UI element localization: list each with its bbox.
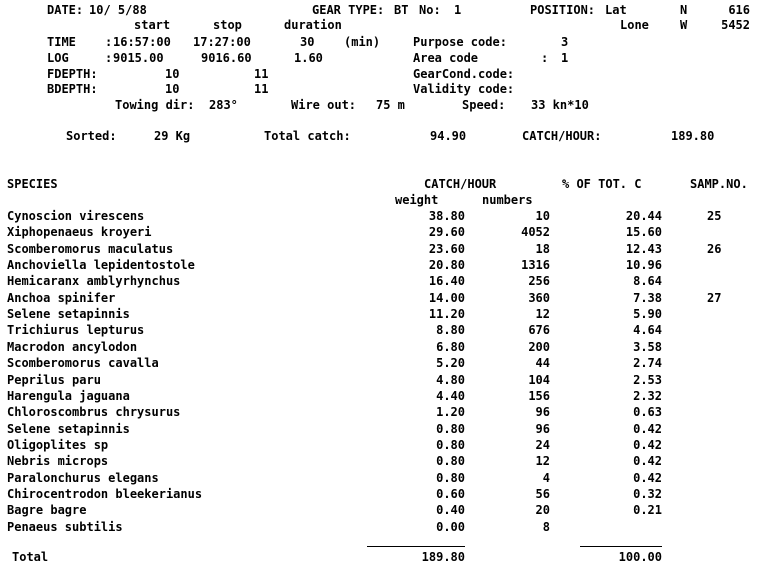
wire-label: Wire out: <box>291 98 357 112</box>
percent-value: 0.42 <box>633 438 662 452</box>
log-label: LOG <box>47 51 69 65</box>
weight-value: 5.20 <box>436 356 465 370</box>
station-no-label: No: <box>419 3 441 17</box>
catch-per-hour-header: CATCH/HOUR <box>424 177 497 191</box>
total-weight: 189.80 <box>421 550 465 564</box>
validity-label: Validity code: <box>413 82 515 96</box>
weight-value: 0.60 <box>436 487 465 501</box>
total-percent: 100.00 <box>618 550 662 564</box>
species-name: Selene setapinnis <box>7 422 130 436</box>
species-name: Peprilus paru <box>7 373 101 387</box>
numbers-value: 104 <box>528 373 550 387</box>
towing-value: 283° <box>209 98 238 112</box>
percent-value: 0.42 <box>633 471 662 485</box>
numbers-value: 18 <box>535 242 550 256</box>
log-diff: 1.60 <box>294 51 323 65</box>
lone-hemisphere: W <box>680 18 688 32</box>
percent-value: 2.32 <box>633 389 662 403</box>
weight-value: 11.20 <box>428 307 465 321</box>
weight-value: 0.80 <box>436 422 465 436</box>
numbers-value: 44 <box>535 356 550 370</box>
species-name: Trichiurus lepturus <box>7 323 145 337</box>
weight-value: 4.80 <box>436 373 465 387</box>
percent-value: 15.60 <box>625 225 662 239</box>
purpose-value: 3 <box>561 35 569 49</box>
species-name: Chloroscombrus chrysurus <box>7 405 181 419</box>
weight-value: 4.40 <box>436 389 465 403</box>
percent-value: 3.58 <box>633 340 662 354</box>
numbers-value: 156 <box>528 389 550 403</box>
weight-value: 6.80 <box>436 340 465 354</box>
log-colon: : <box>105 51 113 65</box>
date-value: 10/ 5/88 <box>89 3 147 17</box>
numbers-value: 12 <box>535 454 550 468</box>
weight-header: weight <box>395 193 439 207</box>
weight-total-rule <box>367 546 465 547</box>
numbers-value: 56 <box>535 487 550 501</box>
col-start: start <box>134 18 171 32</box>
species-name: Cynoscion virescens <box>7 209 145 223</box>
percent-header: % OF TOT. C <box>562 177 642 191</box>
weight-value: 0.00 <box>436 520 465 534</box>
weight-value: 20.80 <box>428 258 465 272</box>
duration-value: 30 <box>300 35 315 49</box>
sample-no-value: 25 <box>707 209 722 223</box>
station-no-value: 1 <box>454 3 462 17</box>
time-stop: 17:27:00 <box>193 35 251 49</box>
lone-value: 5452 <box>721 18 750 32</box>
wire-value: 75 m <box>376 98 405 112</box>
numbers-value: 20 <box>535 503 550 517</box>
purpose-label: Purpose code: <box>413 35 507 49</box>
percent-total-rule <box>580 546 662 547</box>
numbers-value: 96 <box>535 422 550 436</box>
percent-value: 0.32 <box>633 487 662 501</box>
catch-per-hour-value: 189.80 <box>671 129 715 143</box>
numbers-value: 8 <box>542 520 550 534</box>
gearcond-label: GearCond.code: <box>413 67 515 81</box>
percent-value: 8.64 <box>633 274 662 288</box>
catch-per-hour-label: CATCH/HOUR: <box>522 129 602 143</box>
species-name: Harengula jaguana <box>7 389 130 403</box>
towing-label: Towing dir: <box>115 98 195 112</box>
duration-unit: (min) <box>344 35 381 49</box>
percent-value: 20.44 <box>625 209 662 223</box>
weight-value: 29.60 <box>428 225 465 239</box>
weight-value: 0.80 <box>436 471 465 485</box>
species-name: Anchoviella lepidentostole <box>7 258 195 272</box>
species-header: SPECIES <box>7 177 58 191</box>
sample-no-value: 27 <box>707 291 722 305</box>
lone-label: Lone <box>620 18 649 32</box>
percent-value: 0.21 <box>633 503 662 517</box>
species-name: Paralonchurus elegans <box>7 471 159 485</box>
numbers-value: 360 <box>528 291 550 305</box>
species-name: Oligoplites sp <box>7 438 109 452</box>
speed-value: 33 kn*10 <box>531 98 589 112</box>
lat-value: 616 <box>728 3 750 17</box>
percent-value: 4.64 <box>633 323 662 337</box>
col-stop: stop <box>213 18 242 32</box>
sample-no-header: SAMP.NO. <box>690 177 748 191</box>
weight-value: 0.80 <box>436 454 465 468</box>
percent-value: 7.38 <box>633 291 662 305</box>
sample-no-value: 26 <box>707 242 722 256</box>
weight-value: 23.60 <box>428 242 465 256</box>
percent-value: 0.42 <box>633 454 662 468</box>
species-name: Macrodon ancylodon <box>7 340 138 354</box>
weight-value: 14.00 <box>428 291 465 305</box>
numbers-value: 96 <box>535 405 550 419</box>
numbers-header: numbers <box>482 193 533 207</box>
weight-value: 1.20 <box>436 405 465 419</box>
area-value: 1 <box>561 51 569 65</box>
bdepth-start: 10 <box>165 82 180 96</box>
bdepth-label: BDEPTH: <box>47 82 98 96</box>
time-start: 16:57:00 <box>113 35 171 49</box>
col-duration: duration <box>284 18 342 32</box>
species-name: Hemicaranx amblyrhynchus <box>7 274 181 288</box>
total-catch-value: 94.90 <box>430 129 467 143</box>
numbers-value: 1316 <box>521 258 550 272</box>
numbers-value: 676 <box>528 323 550 337</box>
date-label: DATE: <box>47 3 84 17</box>
sorted-value: 29 Kg <box>154 129 191 143</box>
weight-value: 16.40 <box>428 274 465 288</box>
numbers-value: 12 <box>535 307 550 321</box>
log-start: 9015.00 <box>113 51 164 65</box>
time-label: TIME <box>47 35 76 49</box>
total-catch-label: Total catch: <box>264 129 351 143</box>
numbers-value: 200 <box>528 340 550 354</box>
numbers-value: 24 <box>535 438 550 452</box>
lat-label: Lat <box>605 3 627 17</box>
species-name: Selene setapinnis <box>7 307 130 321</box>
area-colon: : <box>541 51 549 65</box>
lat-hemisphere: N <box>680 3 688 17</box>
species-name: Penaeus subtilis <box>7 520 123 534</box>
sorted-label: Sorted: <box>66 129 117 143</box>
percent-value: 10.96 <box>625 258 662 272</box>
gear-type-label: GEAR TYPE: <box>312 3 385 17</box>
position-label: POSITION: <box>530 3 596 17</box>
percent-value: 0.42 <box>633 422 662 436</box>
numbers-value: 10 <box>535 209 550 223</box>
log-stop: 9016.60 <box>201 51 252 65</box>
percent-value: 2.74 <box>633 356 662 370</box>
fdepth-label: FDEPTH: <box>47 67 98 81</box>
species-name: Scomberomorus cavalla <box>7 356 159 370</box>
weight-value: 0.40 <box>436 503 465 517</box>
fdepth-start: 10 <box>165 67 180 81</box>
weight-value: 38.80 <box>428 209 465 223</box>
time-colon: : <box>105 35 113 49</box>
species-name: Anchoa spinifer <box>7 291 116 305</box>
total-label: Total <box>12 550 49 564</box>
species-name: Scomberomorus maculatus <box>7 242 174 256</box>
percent-value: 12.43 <box>625 242 662 256</box>
species-name: Chirocentrodon bleekerianus <box>7 487 203 501</box>
weight-value: 8.80 <box>436 323 465 337</box>
numbers-value: 4052 <box>521 225 550 239</box>
percent-value: 5.90 <box>633 307 662 321</box>
numbers-value: 256 <box>528 274 550 288</box>
percent-value <box>580 521 662 533</box>
area-label: Area code <box>413 51 479 65</box>
numbers-value: 4 <box>542 471 550 485</box>
gear-type-value: BT <box>394 3 409 17</box>
percent-value: 2.53 <box>633 373 662 387</box>
fdepth-stop: 11 <box>254 67 269 81</box>
species-name: Bagre bagre <box>7 503 87 517</box>
bdepth-stop: 11 <box>254 82 269 96</box>
speed-label: Speed: <box>462 98 506 112</box>
percent-value: 0.63 <box>633 405 662 419</box>
weight-value: 0.80 <box>436 438 465 452</box>
species-name: Nebris microps <box>7 454 109 468</box>
species-name: Xiphopenaeus kroyeri <box>7 225 152 239</box>
